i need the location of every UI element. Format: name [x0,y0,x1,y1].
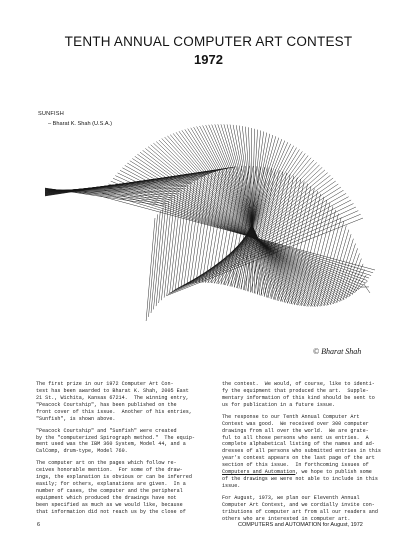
line: "Sunfish", is shown above. [36,415,116,422]
paragraph-intro [36,381,204,422]
line: us for publication in a future issue. [222,401,336,408]
line: The first prize in our 1972 Computer Art Con- [36,381,174,387]
line: The computer art on the pages which follow re- [36,460,177,467]
page-number: 6 [37,522,41,528]
line: complete alphabetical listing of the names and ad- [222,441,375,448]
line: ment used was the IBM 360 System, Model 44, and a [36,441,186,448]
line: , we hope to publish some [295,469,372,476]
line: front cover of this issue. Another of his entries, [36,408,192,415]
magazine-name: Computers and Automation [222,469,296,476]
line: fy the equipment that produced the art. Supple- [222,387,369,394]
contest-year: 1972 [194,52,223,67]
line: equipment which produced the drawings have not [36,494,177,501]
article-column-right [222,381,390,528]
line: Computer Art Contest, and we cordially invite con- [222,501,375,508]
paragraph-response [222,414,390,490]
line: that information did not reach us by the close of [36,508,186,515]
paragraph-contest-close [222,381,390,409]
line: drawings from all over the world. We are grate- [222,427,369,434]
artwork-artist: – Bharat K. Shah (U.S.A.) [48,121,113,127]
line: mentary information of this kind should be sent to [222,394,375,401]
artist-signature: © Bharat Shah [313,347,362,356]
line: of the drawings we were not able to include in this [222,475,378,482]
line: others who are interested in computer art. [222,515,351,522]
line: been specified as much as we would like, because [36,501,183,508]
line: the contest. We would, of course, like to identi- [222,381,375,387]
line: year's contest appears on the last page of the art [222,455,375,462]
line: ings, the explanation is obvious or can be inferred [36,474,192,481]
line: test has been awarded to Bharat K. Shah, 2005 East [36,387,189,394]
line: ceives honorable mention. For some of the draw- [36,467,183,474]
line: CalComp, drum-type, Model 760. [36,448,128,455]
line: The response to our Tenth Annual Computer Art [222,413,360,420]
line: For August, 1973, we plan our Eleventh Annual [222,494,360,501]
line: "Peacock Courtship" and "Sunfish" were created [36,427,177,434]
page-title: TENTH ANNUAL COMPUTER ART CONTEST [64,34,353,49]
line: tributions of computer art from all our readers and [222,508,378,515]
line: easily; for others, explanations are given. In a [36,481,186,488]
line: by the "computerized Spirograph method." The equip- [36,434,195,441]
article-column-left [36,381,204,521]
paragraph-honorable-mention [36,460,204,515]
line: 21 St., Wichita, Kansas 67214. The winning entry, [36,394,189,401]
line: "Peacock Courtship", has been published on the [36,401,177,408]
line: number of cases, the computer and the peripheral [36,488,183,495]
artwork-title: SUNFISH [38,111,64,117]
line: Contest was good. We received over 300 computer [222,420,369,427]
paragraph-next-contest [222,495,390,523]
line: dresses of all persons who submitted entries in this [222,448,381,455]
paragraph-method [36,428,204,456]
line: ful to all those persons who sent us entries. A [222,434,369,441]
spirograph-lines [45,124,375,321]
line: section of this issue. In forthcoming issues of [222,462,369,469]
page-footer: COMPUTERS and AUTOMATION for August, 1972 [238,522,363,528]
line: issue. [222,482,241,489]
